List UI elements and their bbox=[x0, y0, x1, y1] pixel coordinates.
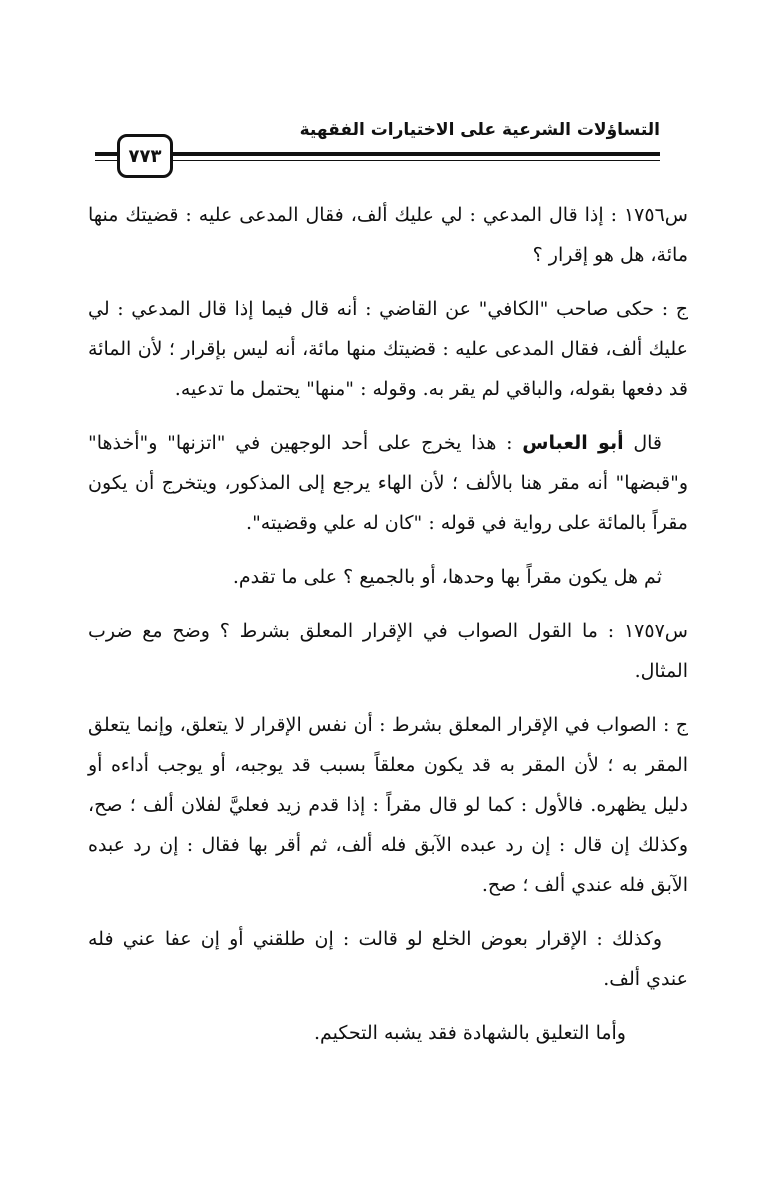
abbas-prefix: قال bbox=[623, 432, 663, 454]
header-rule-thin bbox=[155, 160, 660, 161]
khul-paragraph: وكذلك : الإقرار بعوض الخلع لو قالت : إن طلقني أو إن عفا عني فله عندي ألف. bbox=[88, 928, 688, 990]
then-paragraph: ثم هل يكون مقراً بها وحدها، أو بالجميع ؟ على ما تقدم. bbox=[232, 566, 662, 588]
answer-1756: ج : حكى صاحب "الكافي" عن القاضي : أنه قال فيما إذا قال المدعي : لي عليك ألف، فقال المدعى عليه : قضيتك منها مائة، أنه ليس بإقرار ؛ لأن المائة قد دفعها بقوله، والباقي لم يقر به. وقوله : "منها" يحتمل ما تدعيه. bbox=[88, 298, 688, 400]
header-rule-thick bbox=[155, 152, 660, 156]
closing-paragraph: وأما التعليق بالشهادة فقد يشبه التحكيم. bbox=[313, 1022, 626, 1044]
abbas-paragraph bbox=[88, 423, 688, 543]
abbas-rest: : هذا يخرج على أحد الوجهين في "اتزنها" و"أخذها" و"قبضها" أنه مقر هنا بالألف ؛ لأن الهاء يرجع إلى المذكور، ويتخرج أن يكون مقراً بالمائة على رواية في قوله : "كان له علي وقضيته". bbox=[88, 432, 688, 534]
page-number: ٧٧٣ bbox=[128, 145, 162, 167]
running-title: التساؤلات الشرعية على الاختيارات الفقهية bbox=[299, 120, 660, 140]
answer-1757: ج : الصواب في الإقرار المعلق بشرط : أن نفس الإقرار لا يتعلق، وإنما يتعلق المقر به ؛ لأن المقر به قد يكون معلقاً بسبب قد يوجبه، أو يوجب أداءه أو دليل يظهره. فالأول : كما لو قال مقراً : إذا قدم زيد فعليَّ لفلان ألف ؛ صح، وكذلك إن قال : إن رد عبده الآبق فله ألف، ثم أقر بها فقال : إن رد عبده الآبق فله عندي ألف ؛ صح. bbox=[88, 714, 688, 896]
page-header bbox=[95, 120, 660, 176]
abbas-name: أبو العباس bbox=[522, 432, 624, 454]
question-1757: س١٧٥٧ : ما القول الصواب في الإقرار المعلق بشرط ؟ وضح مع ضرب المثال. bbox=[88, 620, 688, 682]
question-1756: س١٧٥٦ : إذا قال المدعي : لي عليك ألف، فقال المدعى عليه : قضيتك منها مائة، هل هو إقرار ؟ bbox=[88, 204, 688, 266]
page-number-badge bbox=[117, 134, 173, 178]
page-body bbox=[88, 195, 688, 1067]
